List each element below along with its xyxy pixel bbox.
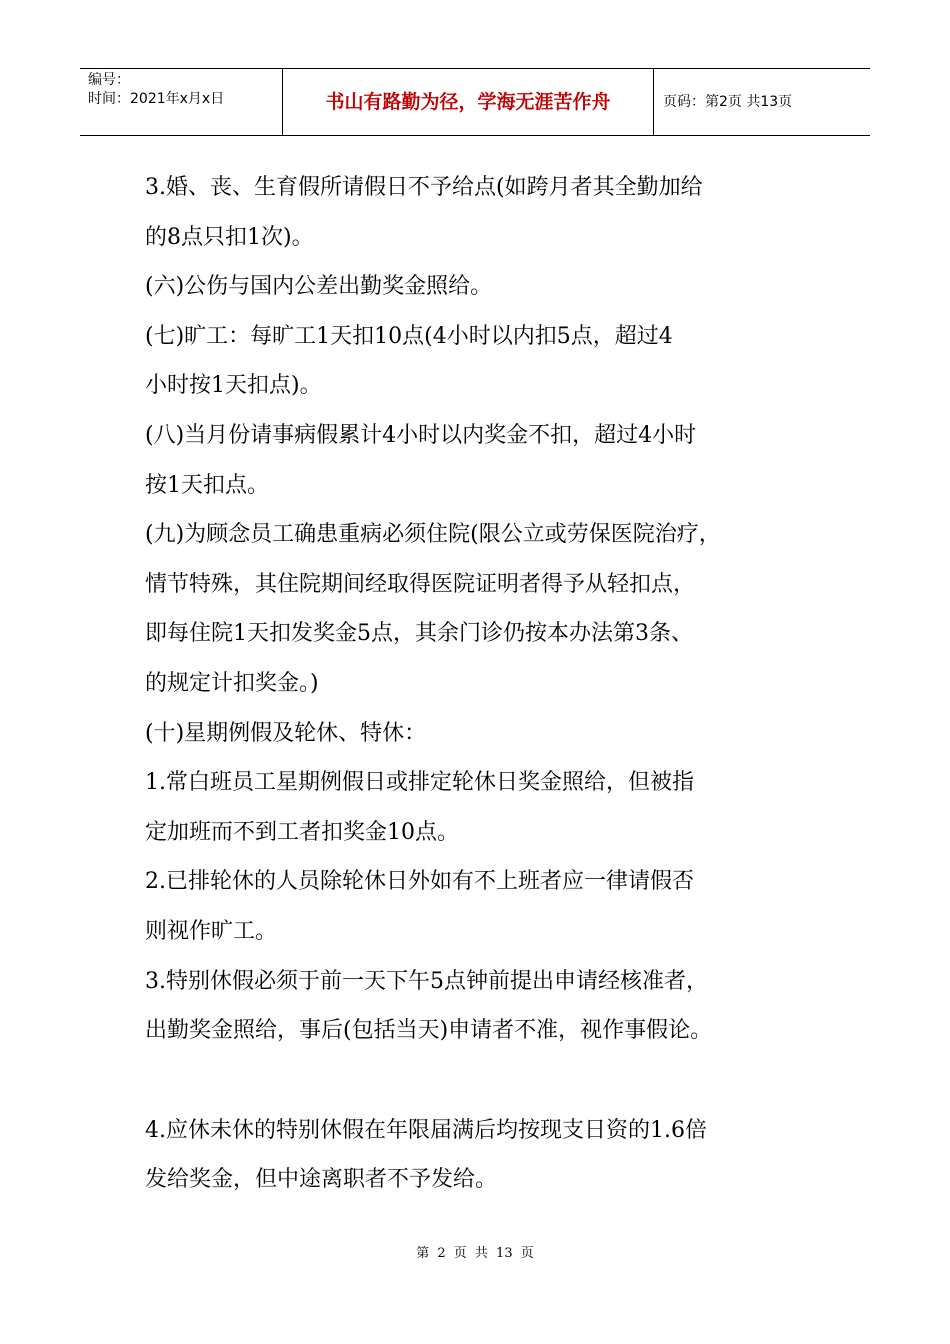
document-body xyxy=(145,163,835,1205)
body-line: 定加班而不到工者扣奖金10点。 xyxy=(145,819,459,845)
body-line: 2.已排轮休的人员除轮休日外如有不上班者应一律请假否 xyxy=(145,869,694,895)
page-footer: 第 2 页 共 13 页 xyxy=(416,1246,534,1261)
body-line: (十)星期例假及轮休、特休： xyxy=(145,720,427,746)
body-line: 1.常白班员工星期例假日或排定轮休日奖金照给，但被指 xyxy=(145,770,694,796)
header-motto: 书山有路勤为径，学海无涯苦作舟 xyxy=(283,69,654,135)
body-line: 情节特殊，其住院期间经取得医院证明者得予从轻扣点， xyxy=(145,571,696,597)
body-line: 发给奖金，但中途离职者不予发给。 xyxy=(145,1167,498,1193)
body-line: 小时按1天扣点)。 xyxy=(145,373,322,399)
body-line: (九)为顾念员工确患重病必须住院(限公立或劳保医院治疗， xyxy=(145,522,721,548)
body-line: (六)公伤与国内公差出勤奖金照给。 xyxy=(145,274,493,300)
header-meta xyxy=(80,69,283,135)
body-line: 按1天扣点。 xyxy=(145,472,269,498)
page-header xyxy=(80,68,870,136)
body-line: 的8点只扣1次)。 xyxy=(145,224,314,250)
body-line: (八)当月份请事病假累计4小时以内奖金不扣，超过4小时 xyxy=(145,422,697,448)
body-line: 出勤奖金照给，事后(包括当天)申请者不准，视作事假论。 xyxy=(145,1018,713,1044)
body-line: 3.婚、丧、生育假所请假日不予给点(如跨月者其全勤加给 xyxy=(145,175,703,200)
body-line: 4.应休未休的特别休假在年限届满后均按现支日资的1.6倍 xyxy=(145,1117,707,1143)
document-time-label: 时间：2021年x月x日 xyxy=(88,91,225,107)
body-line: 即每住院1天扣发奖金5点，其余门诊仍按本办法第3条、 xyxy=(145,621,693,647)
body-line: 3.特别休假必须于前一天下午5点钟前提出申请经核准者， xyxy=(145,968,708,994)
body-line: 则视作旷工。 xyxy=(145,918,278,944)
body-line: 的规定计扣奖金。) xyxy=(145,670,319,696)
body-line: (七)旷工：每旷工1天扣10点(4小时以内扣5点，超过4 xyxy=(145,323,673,349)
document-number-label: 编号： xyxy=(88,72,130,88)
header-page-info: 页码：第2页 共13页 xyxy=(663,94,793,110)
